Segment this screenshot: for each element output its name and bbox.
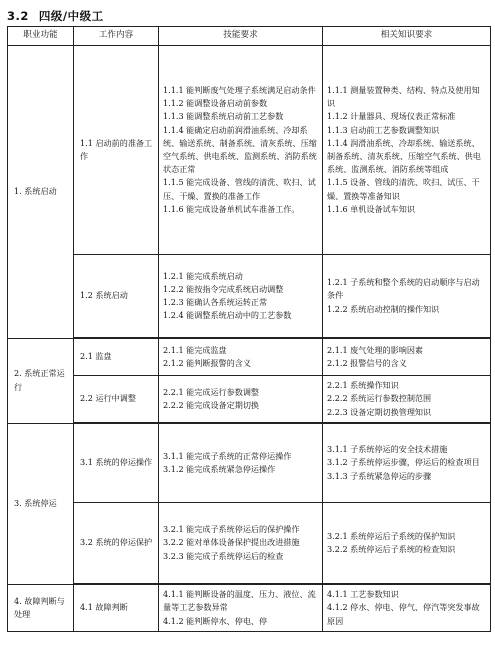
header-skill-requirements: 技能要求 [159,27,323,46]
skill-item: 1.1.5 能完成设备、管线的清洗、吹扫、试压、干燥、置换的准备工作 [163,177,316,201]
knowledge-item: 3.1.3 子系统紧急停运的步骤 [327,470,432,481]
skill-item: 1.1.6 能完成设备单机试车准备工作。 [163,203,300,214]
work-content-cell: 4.1 故障判断 [74,584,159,632]
knowledge-item: 3.2.1 系统停运后子系统的保护知识 [327,530,456,541]
knowledge-item: 2.2.1 系统操作知识 [327,380,399,391]
skill-item: 3.1.1 能完成子系统的正常停运操作 [163,450,292,461]
header-work-content: 工作内容 [74,27,159,46]
table-row [8,503,491,585]
work-content-cell: 3.2 系统的停运保护 [74,503,159,585]
knowledge-item: 1.1.4 润滑油系统、冷却系统、输送系统、制备系统、清灰系统、压缩空气系统、供电系统、监测系统、消防系统等组成 [327,137,481,175]
skill-cell [159,46,323,255]
knowledge-item: 1.2.2 系统启动控制的操作知识 [327,303,440,314]
skill-item: 2.2.1 能完成运行参数调整 [163,386,260,397]
knowledge-item: 1.1.6 单机设备试车知识 [327,203,415,214]
skills-table [7,26,491,632]
knowledge-item: 3.1.1 子系统停运的安全技术措施 [327,444,448,455]
knowledge-item: 2.1.2 报警信号的含义 [327,358,407,368]
skill-cell [159,584,323,632]
skill-item: 1.1.1 能判断废气处理子系统满足启动条件 [163,84,316,95]
skill-item: 2.1.2 能判断报警的含义 [163,358,251,368]
knowledge-item: 4.1.2 停水、停电、停气、停汽等突发事故原因 [327,602,480,626]
skill-item: 2.2.2 能完成设备定期切换 [163,400,260,410]
skill-item: 4.1.1 能判断设备的温度、压力、液位、流量等工艺参数异常 [163,589,316,613]
knowledge-item: 1.1.2 计量器具、现场仪表正常标准 [327,111,456,122]
knowledge-item: 2.1.1 废气处理的影响因素 [327,344,424,355]
knowledge-item: 2.2.3 设备定期切换管理知识 [327,406,432,417]
knowledge-cell [323,376,491,424]
table-row [8,46,491,255]
knowledge-cell [323,46,491,255]
skill-item: 1.2.1 能完成系统启动 [163,270,243,281]
knowledge-item: 1.1.5 设备、管线的清洗、吹扫、试压、干燥、置换等准备知识 [327,177,480,201]
skill-item: 4.1.2 能判断停水、停电、停 [163,615,268,626]
work-content-cell: 1.2 系统启动 [74,255,159,339]
skill-item: 3.2.2 能对单体设备保护提出改进措施 [163,537,300,548]
work-content-cell: 2.1 监盘 [74,338,159,376]
table-row [8,584,491,632]
table-row [8,423,491,503]
knowledge-item: 3.1.2 子系统停运步骤，停运后的检查项目 [327,457,480,468]
knowledge-item: 2.2.2 系统运行参数控制范围 [327,393,432,404]
skill-cell [159,338,323,376]
knowledge-item: 3.2.2 系统停运后子系统的检查知识 [327,544,456,554]
knowledge-cell [323,338,491,376]
function-cell: 1. 系统启动 [8,46,74,339]
work-content-cell: 3.1 系统的停运操作 [74,423,159,503]
knowledge-cell [323,584,491,632]
work-content-cell: 1.1 启动前的准备工作 [74,46,159,255]
work-content-cell: 2.2 运行中调整 [74,376,159,424]
skill-item: 2.1.1 能完成监盘 [163,344,227,355]
header-knowledge-requirements: 相关知识要求 [323,27,491,46]
knowledge-cell [323,255,491,339]
skill-cell [159,503,323,585]
skill-item: 1.1.4 能确定启动前润滑油系统、冷却系统、输送系统、制备系统、清灰系统、压缩空气系统、供电系统、监测系统、消防系统状态正常 [163,124,317,175]
skill-cell [159,423,323,503]
skill-item: 1.2.2 能按指令完成系统启动调整 [163,283,284,294]
function-cell: 4. 故障判断与处理 [8,584,74,632]
skill-cell [159,255,323,339]
skill-item: 3.2.1 能完成子系统停运后的保护操作 [163,524,300,535]
function-cell: 3. 系统停运 [8,423,74,584]
section-heading [7,8,114,24]
header-function: 职业功能 [8,27,74,46]
table-header-row [8,27,491,46]
knowledge-item: 1.2.1 子系统和整个系统的启动顺序与启动条件 [327,277,480,301]
table-row [8,376,491,424]
function-cell: 2. 系统正常运行 [8,338,74,423]
skill-item: 1.1.3 能调整系统启动前工艺参数 [163,111,284,122]
table-row [8,338,491,376]
skill-cell [159,376,323,424]
skill-item: 3.2.3 能完成子系统停运后的检查 [163,550,284,561]
skill-item: 1.2.4 能调整系统启动中的工艺参数 [163,310,292,321]
skill-item: 3.1.2 能完成系统紧急停运操作 [163,464,276,474]
skill-item: 1.2.3 能确认各系统运转正常 [163,297,268,307]
skill-item: 1.1.2 能调整设备启动前参数 [163,98,268,109]
knowledge-item: 1.1.1 测量装置种类、结构、特点及使用知识 [327,84,480,109]
knowledge-item: 1.1.3 启动前工艺参数调整知识 [327,124,440,135]
section-title: 四级/中级工 [38,9,104,23]
knowledge-cell [323,503,491,585]
knowledge-cell [323,423,491,503]
knowledge-item: 4.1.1 工艺参数知识 [327,589,399,600]
section-number: 3.2 [7,9,29,23]
table-row [8,255,491,339]
